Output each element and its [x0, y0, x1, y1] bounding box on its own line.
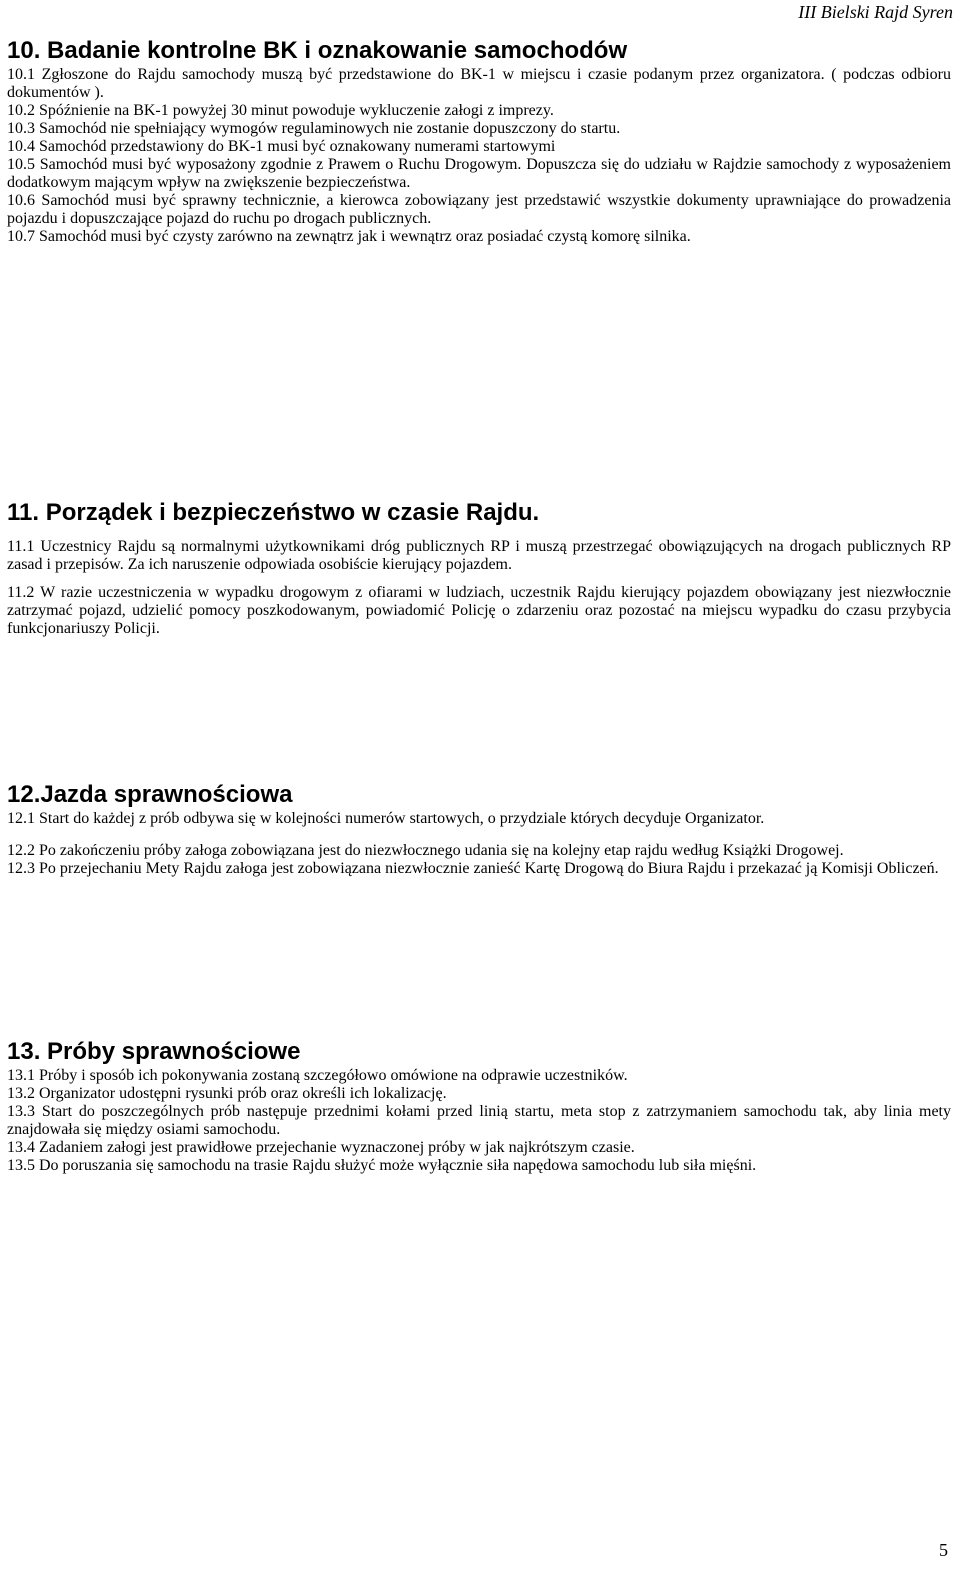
- paragraph-13-2: 13.2 Organizator udostępni rysunki prób oraz określi ich lokalizację.: [7, 1085, 447, 1102]
- paragraph-13-1: 13.1 Próby i sposób ich pokonywania zostaną szczegółowo omówione na odprawie uczestników.: [7, 1067, 628, 1084]
- paragraph-10-5: 10.5 Samochód musi być wyposażony zgodnie z Prawem o Ruchu Drogowym. Dopuszcza się do udziału w Rajdzie samochody z wyposażeniem dodatkowym mającym wpływ na zwiększenie bezpieczeństwa.: [7, 156, 951, 191]
- paragraph-10-4: 10.4 Samochód przedstawiony do BK-1 musi być oznakowany numerami startowymi: [7, 138, 556, 155]
- section-13: [7, 1037, 951, 1175]
- paragraph-11-2: 11.2 W razie uczestniczenia w wypadku drogowym z ofiarami w ludziach, uczestnik Rajdu kierujący pojazdem obowiązany jest niezwłocznie zatrzymać pojazd, udzielić pomocy poszkodowanym, powiadomić Policję o zdarzeniu oraz pozostać na miejscu wypadku do czasu przybycia funkcjonariuszy Policji.: [7, 584, 951, 637]
- paragraph-13-5: 13.5 Do poruszania się samochodu na trasie Rajdu służyć może wyłącznie siła napędowa samochodu lub siła mięśni.: [7, 1157, 757, 1174]
- paragraph-10-2: 10.2 Spóźnienie na BK-1 powyżej 30 minut powoduje wykluczenie załogi z imprezy.: [7, 102, 554, 119]
- section-heading: 13. Próby sprawnościowe: [7, 1038, 301, 1065]
- page-number: 5: [939, 1540, 948, 1560]
- section-heading: 10. Badanie kontrolne BK i oznakowanie samochodów: [7, 37, 628, 64]
- paragraph-13-4: 13.4 Zadaniem załogi jest prawidłowe przejechanie wyznaczonej próby w jak najkrótszym czasie.: [7, 1139, 635, 1156]
- section-12: [7, 780, 951, 878]
- running-header: III Bielski Rajd Syren: [798, 2, 953, 22]
- paragraph-12-1: 12.1 Start do każdej z prób odbywa się w kolejności numerów startowych, o przydziale których decyduje Organizator.: [7, 810, 765, 827]
- paragraph-13-3: 13.3 Start do poszczególnych prób następuje przednimi kołami przed linią startu, meta stop z zatrzymaniem samochodu tak, aby linia mety znajdowała się między osiami samochodu.: [7, 1103, 951, 1138]
- paragraph-10-6: 10.6 Samochód musi być sprawny technicznie, a kierowca zobowiązany jest przedstawić wszystkie dokumenty uprawniające do prowadzenia pojazdu i dopuszczające pojazd do ruchu po drogach publicznych.: [7, 192, 951, 227]
- paragraph-11-1: 11.1 Uczestnicy Rajdu są normalnymi użytkownikami dróg publicznych RP i muszą przestrzegać obowiązujących na drogach publicznych RP zasad i przepisów. Za ich naruszenie odpowiada osobiście kierujący pojazdem.: [7, 538, 951, 573]
- paragraph-10-1: 10.1 Zgłoszone do Rajdu samochody muszą być przedstawione do BK-1 w miejscu i czasie podanym przez organizatora. ( podczas odbioru dokumentów ).: [7, 66, 951, 101]
- paragraph-10-7: 10.7 Samochód musi być czysty zarówno na zewnątrz jak i wewnątrz oraz posiadać czystą komorę silnika.: [7, 228, 691, 245]
- section-heading: 11. Porządek i bezpieczeństwo w czasie Rajdu.: [7, 499, 540, 526]
- section-10: [7, 36, 951, 246]
- paragraph-12-3: 12.3 Po przejechaniu Mety Rajdu załoga jest zobowiązana niezwłocznie zanieść Kartę Drogową do Biura Rajdu i przekazać ją Komisji Obliczeń.: [7, 860, 939, 877]
- section-11: [7, 498, 951, 638]
- paragraph-10-3: 10.3 Samochód nie spełniający wymogów regulaminowych nie zostanie dopuszczony do startu.: [7, 120, 621, 137]
- paragraph-12-2: 12.2 Po zakończeniu próby załoga zobowiązana jest do niezwłocznego udania się na kolejny etap rajdu według Książki Drogowej.: [7, 842, 844, 859]
- section-heading: 12.Jazda sprawnościowa: [7, 781, 293, 808]
